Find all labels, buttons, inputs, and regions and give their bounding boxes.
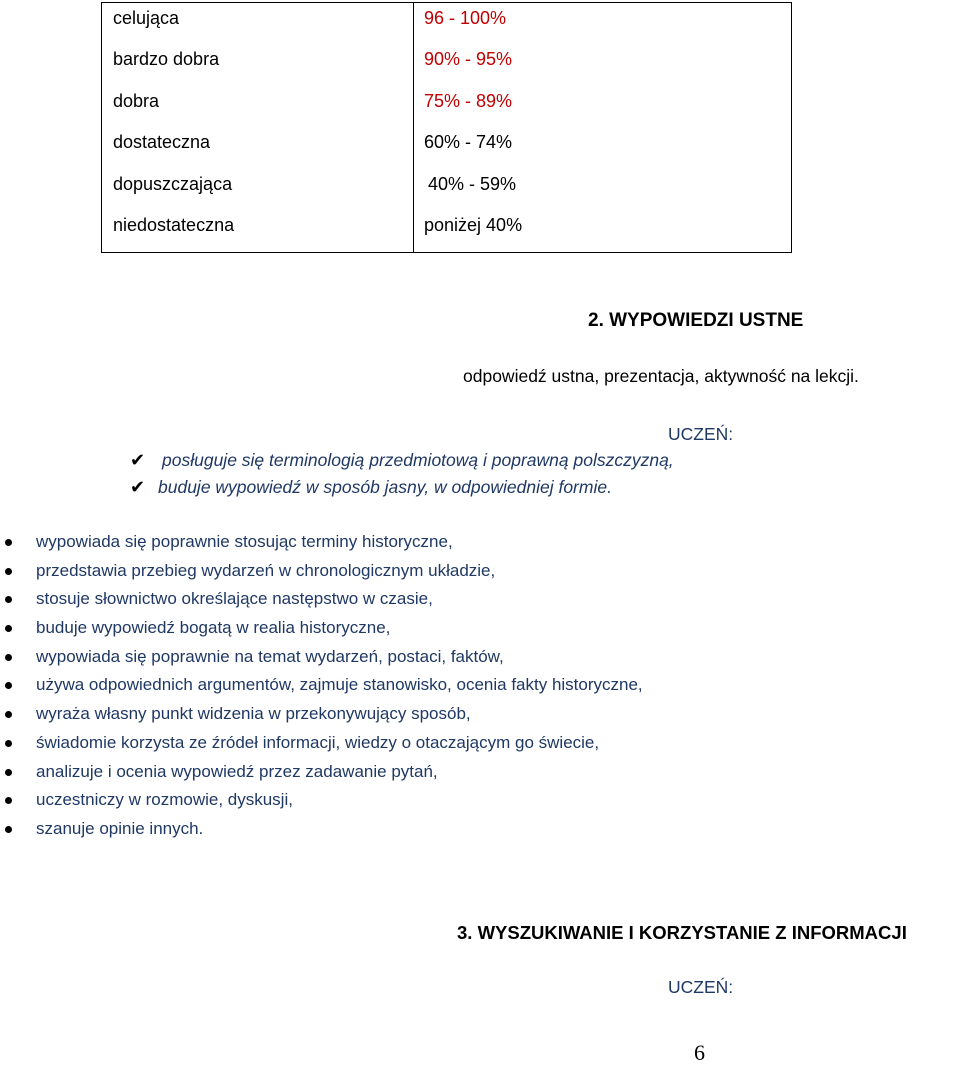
list-item xyxy=(0,671,960,700)
check-item-text: posługuje się terminologią przedmiotową i poprawną polszczyzną, xyxy=(162,450,674,470)
checkmark-icon: ✔ xyxy=(130,450,146,470)
bullet-icon xyxy=(5,769,12,776)
grade-range: 90% - 95% xyxy=(424,49,513,69)
table-row xyxy=(102,169,791,210)
grades-table xyxy=(101,2,792,253)
list-item xyxy=(0,786,960,815)
list-item xyxy=(0,758,960,787)
list-item-text: stosuje słownictwo określające następstwo w czasie, xyxy=(36,589,433,609)
grade-range: 60% - 74% xyxy=(424,132,513,152)
grade-range: 75% - 89% xyxy=(424,91,513,111)
table-row xyxy=(102,127,791,168)
list-item xyxy=(0,700,960,729)
list-item-text: przedstawia przebieg wydarzeń w chronologicznym układzie, xyxy=(36,560,496,580)
competency-list xyxy=(0,528,960,844)
bullet-icon xyxy=(5,654,12,661)
list-item-text: analizuje i ocenia wypowiedź przez zadawanie pytań, xyxy=(36,761,438,781)
list-item xyxy=(0,815,960,844)
section-2-title: 2. WYPOWIEDZI USTNE xyxy=(588,310,804,331)
list-item xyxy=(0,585,960,614)
bullet-icon xyxy=(5,568,12,575)
table-row xyxy=(102,44,791,85)
grade-range: 40% - 59% xyxy=(428,174,517,194)
table-row xyxy=(102,86,791,127)
grade-name: bardzo dobra xyxy=(113,49,220,69)
list-item-text: uczestniczy w rozmowie, dyskusji, xyxy=(36,790,293,810)
student-label: UCZEŃ: xyxy=(668,977,734,997)
grade-name: niedostateczna xyxy=(113,215,235,235)
list-item-text: wypowiada się poprawnie stosując terminy historyczne, xyxy=(36,532,453,551)
bullet-icon xyxy=(5,711,12,718)
bullet-icon xyxy=(5,682,12,689)
list-item xyxy=(0,643,960,672)
table-row xyxy=(102,210,791,251)
section-3-title: 3. WYSZUKIWANIE I KORZYSTANIE Z INFORMACJI xyxy=(457,922,907,943)
grade-name: dostateczna xyxy=(113,132,211,152)
grade-range: poniżej 40% xyxy=(424,215,523,235)
list-item xyxy=(0,528,960,557)
list-item-text: wyraża własny punkt widzenia w przekonywujący sposób, xyxy=(36,704,471,724)
list-item-text: świadomie korzysta ze źródeł informacji, wiedzy o otaczającym go świecie, xyxy=(36,732,600,752)
list-item-text: wypowiada się poprawnie na temat wydarzeń, postaci, faktów, xyxy=(36,646,504,666)
bullet-icon xyxy=(5,740,12,747)
list-item xyxy=(0,557,960,586)
bullet-icon xyxy=(5,539,12,546)
checkmark-icon: ✔ xyxy=(130,477,146,497)
check-list-item xyxy=(130,477,612,498)
grade-name: dobra xyxy=(113,91,160,111)
list-item-text: używa odpowiednich argumentów, zajmuje stanowisko, ocenia fakty historyczne, xyxy=(36,675,643,695)
grade-name: dopuszczająca xyxy=(113,174,233,194)
bullet-icon xyxy=(5,596,12,603)
student-label: UCZEŃ: xyxy=(668,424,734,444)
bullet-icon xyxy=(5,826,12,833)
grade-name: celująca xyxy=(113,8,180,28)
list-item xyxy=(0,729,960,758)
check-list-item xyxy=(130,450,674,471)
list-item-text: szanuje opinie innych. xyxy=(36,818,204,838)
bullet-icon xyxy=(5,625,12,632)
grade-range: 96 - 100% xyxy=(424,8,507,28)
check-item-text: buduje wypowiedź w sposób jasny, w odpowiedniej formie. xyxy=(158,477,612,497)
list-item xyxy=(0,614,960,643)
bullet-icon xyxy=(5,797,12,804)
list-item-text: buduje wypowiedź bogatą w realia historyczne, xyxy=(36,618,391,638)
table-row xyxy=(102,3,791,44)
page-number: 6 xyxy=(694,1040,705,1065)
section-2-subtitle: odpowiedź ustna, prezentacja, aktywność na lekcji. xyxy=(463,366,859,386)
